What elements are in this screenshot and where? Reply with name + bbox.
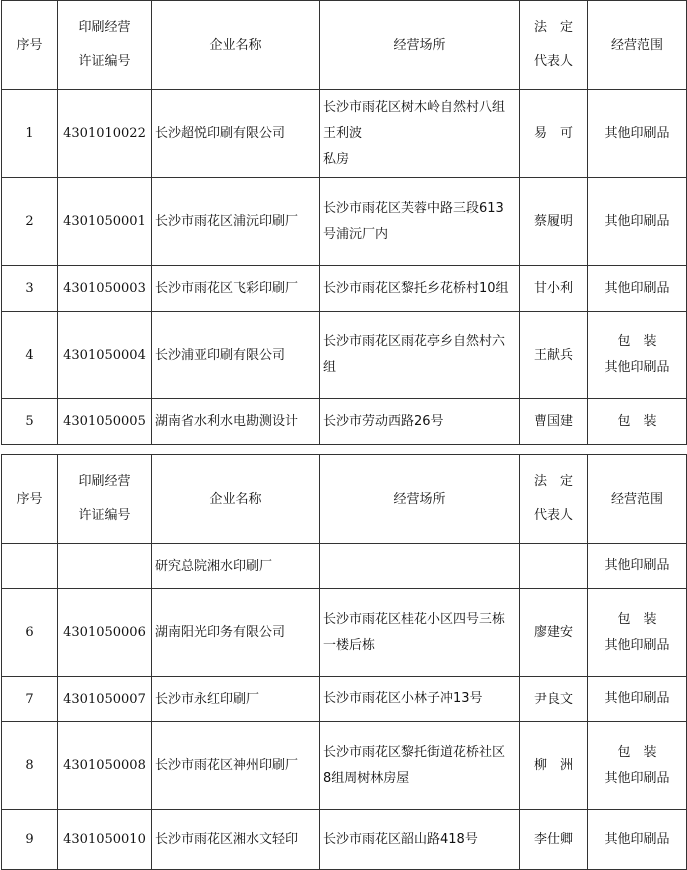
row-license: 4301050006 [58,589,152,677]
row-seq: 1 [2,90,58,178]
header-rep-line1: 法 定 [533,20,573,35]
header-license [58,1,152,90]
header-license [58,455,152,544]
row-company: 长沙超悦印刷有限公司 [152,90,320,178]
row-seq [2,544,58,589]
row-license [58,544,152,589]
table-row [2,399,687,445]
table-row [2,90,687,178]
row-seq: 6 [2,589,58,677]
row-rep: 易 可 [520,90,588,178]
header-scope: 经营范围 [588,1,687,90]
header-rep [520,1,588,90]
row-scope [588,178,687,266]
row-scope-line: 包 装 [617,611,657,627]
row-scope [588,90,687,178]
row-rep: 李仕卿 [520,810,588,870]
row-scope-line: 其他印刷品 [604,360,670,375]
row-address [320,810,520,870]
header-scope: 经营范围 [588,455,687,544]
table-header-row [2,1,687,90]
header-company: 企业名称 [152,1,320,90]
row-scope-line: 其他印刷品 [604,558,670,573]
row-scope [588,677,687,722]
row-company: 长沙浦亚印刷有限公司 [152,312,320,399]
row-seq: 3 [2,266,58,312]
header-license-line2: 许证编号 [78,54,131,69]
row-scope [588,399,687,445]
table-header-row [2,455,687,544]
table-row [2,178,687,266]
row-rep: 柳 洲 [520,722,588,810]
row-address [320,589,520,677]
row-rep [520,544,588,589]
table-row [2,544,687,589]
row-address-line: 长沙市雨花区小林子冲13号 [323,691,483,706]
header-rep-line2: 代表人 [533,54,573,69]
row-seq: 2 [2,178,58,266]
row-seq: 4 [2,312,58,399]
row-scope-line: 其他印刷品 [604,691,670,706]
row-scope-line: 包 装 [617,334,657,349]
row-address-line: 号浦沅厂内 [323,226,389,242]
row-seq: 5 [2,399,58,445]
row-scope [588,589,687,677]
row-rep: 尹良文 [520,677,588,722]
header-rep-line1: 法 定 [533,474,573,489]
row-company: 长沙市雨花区神州印刷厂 [152,722,320,810]
header-license-line1: 印刷经营 [78,474,131,489]
row-license: 4301050008 [58,722,152,810]
row-scope [588,544,687,589]
row-company: 长沙市雨花区湘水文轻印 [152,810,320,870]
table-row [2,312,687,399]
header-seq: 序号 [2,1,58,90]
row-address [320,399,520,445]
row-address-line: 长沙市雨花区黎托乡花桥村10组 [323,280,509,296]
row-rep: 蔡履明 [520,178,588,266]
header-license-line2: 许证编号 [78,508,131,523]
row-company: 长沙市雨花区飞彩印刷厂 [152,266,320,312]
row-rep: 王献兵 [520,312,588,399]
row-license: 4301050003 [58,266,152,312]
table-row [2,266,687,312]
row-address [320,90,520,178]
row-address [320,544,520,589]
row-address-line: 长沙市雨花区树木岭自然村八组王利波 [323,99,506,141]
row-scope-line: 其他印刷品 [604,125,670,141]
row-license: 4301050005 [58,399,152,445]
table-row [2,810,687,870]
row-scope-line: 包 装 [617,413,657,429]
row-seq: 9 [2,810,58,870]
row-seq: 7 [2,677,58,722]
row-address-line: 一楼后栋 [323,637,376,653]
row-address-line: 长沙市雨花区韶山路418号 [323,831,478,847]
row-company: 长沙市永红印刷厂 [152,677,320,722]
header-company: 企业名称 [152,455,320,544]
row-address-line: 私房 [323,151,350,167]
row-license: 4301050007 [58,677,152,722]
header-seq: 序号 [2,455,58,544]
row-scope [588,810,687,870]
row-address [320,312,520,399]
row-scope [588,266,687,312]
row-address-line: 长沙市雨花区桂花小区四号三栋 [323,611,506,627]
row-license: 4301050010 [58,810,152,870]
row-scope-line: 其他印刷品 [604,213,670,229]
row-address-line: 长沙市雨花区雨花亭乡自然村六组 [323,334,506,375]
row-license: 4301050004 [58,312,152,399]
row-scope [588,312,687,399]
header-license-line1: 印刷经营 [78,20,131,35]
header-rep-line2: 代表人 [533,508,573,523]
registry-table-page-1 [1,0,687,445]
row-company: 湖南省水利水电勘测设计 [152,399,320,445]
row-address-line: 8组周树林房屋 [323,770,410,786]
row-scope-line: 包 装 [617,744,657,760]
row-seq: 8 [2,722,58,810]
header-address: 经营场所 [320,455,520,544]
row-address-line: 长沙市劳动西路26号 [323,413,444,429]
row-scope [588,722,687,810]
row-company: 研究总院湘水印刷厂 [152,544,320,589]
row-scope-line: 其他印刷品 [604,637,670,653]
header-rep [520,455,588,544]
row-license: 4301010022 [58,90,152,178]
row-company: 长沙市雨花区浦沅印刷厂 [152,178,320,266]
row-address [320,677,520,722]
row-address [320,722,520,810]
table-row [2,677,687,722]
row-scope-line: 其他印刷品 [604,831,670,847]
row-license: 4301050001 [58,178,152,266]
row-scope-line: 其他印刷品 [604,280,670,296]
row-rep: 甘小利 [520,266,588,312]
row-rep: 曹国建 [520,399,588,445]
row-rep: 廖建安 [520,589,588,677]
table-row [2,589,687,677]
row-address-line: 长沙市雨花区芙蓉中路三段613 [323,200,504,216]
header-address: 经营场所 [320,1,520,90]
registry-table-page-2 [1,454,687,870]
table-row [2,722,687,810]
row-company: 湖南阳光印务有限公司 [152,589,320,677]
row-address [320,178,520,266]
row-address [320,266,520,312]
row-address-line: 长沙市雨花区黎托街道花桥社区 [323,744,506,760]
row-scope-line: 其他印刷品 [604,770,670,786]
